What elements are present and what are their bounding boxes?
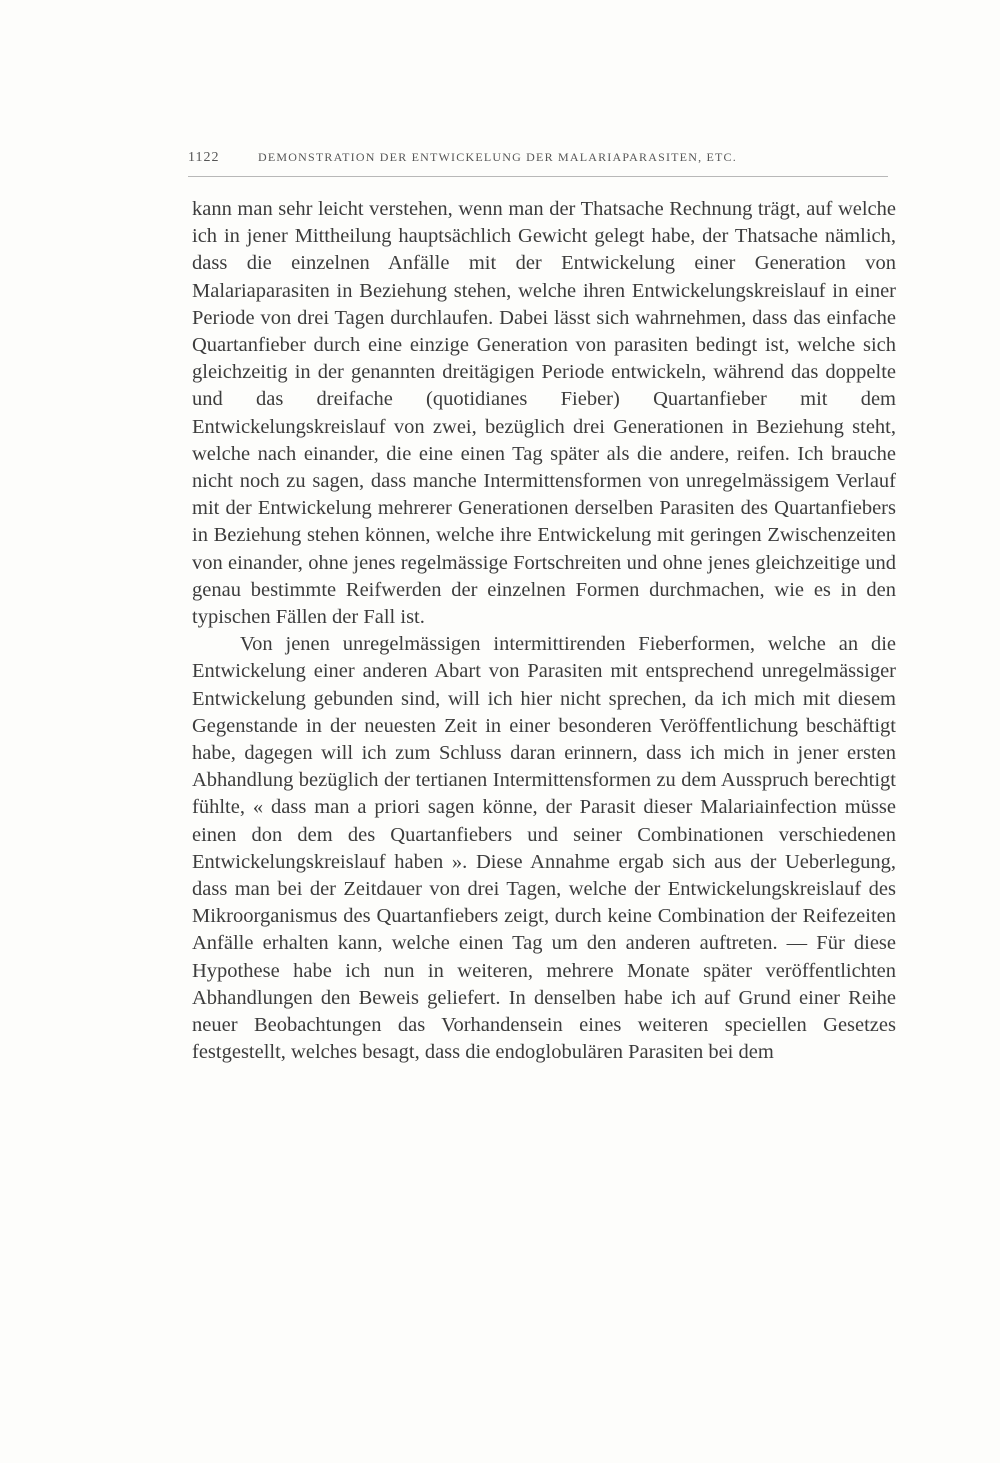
paragraph-continued: kann man sehr leicht verstehen, wenn man der Thatsache Rechnung trägt, auf welche ich in jener Mittheilung hauptsächlich Gewicht gelegt habe, der Thatsache nämlich, dass die einzelnen Anfälle mit der Entwickelung einer Generation von Malariaparasiten in Beziehung stehen, welche ihren Entwickelungskreislauf in einer Periode von drei Tagen durchlaufen. Dabei lässt sich wahrnehmen, dass das einfache Quartanfieber durch eine einzige Generation von parasiten bedingt ist, welche sich gleichzeitig in der genannten dreitägigen Periode entwickeln, während das doppelte und das dreifache (quotidianes Fieber) Quartanfieber mit dem Entwickelungskreislauf von zwei, bezüglich drei Generationen in Beziehung steht, welche nach einander, die eine einen Tag später als die andere, reifen. Ich brauche nicht noch zu sagen, dass manche Intermittensformen von unregelmässigem Verlauf mit der Entwickelung mehrerer Generationen derselben Parasiten des Quartanfiebers in Beziehung stehen können, welche ihre Entwickelung mit geringen Zwischenzeiten von einander, ohne jenes regelmässige Fortschreiten und ohne jenes gleichzeitige und genau bestimmte Reifwerden der einzelnen Formen durchmachen, wie es in den typischen Fällen der Fall ist. xyxy=(192,198,896,629)
paragraph: Von jenen unregelmässigen intermittirenden Fieberformen, welche an die Entwickelung einer anderen Abart von Parasiten mit entsprechend unregelmässiger Entwickelung gebunden sind, will ich hier nicht sprechen, da ich mich mit diesem Gegenstande in der neuesten Zeit in einer besonderen Veröffentlichung beschäftigt habe, dagegen will ich zum Schluss daran erinnern, dass ich mich in jener ersten Abhandlung bezüglich der tertianen Intermittensformen zu dem Ausspruch berechtigt fühlte, « dass man a priori sagen könne, der Parasit dieser Malariainfection müsse einen don dem des Quartanfiebers und seiner Combinationen verschiedenen Entwickelungskreislauf haben ». Diese Annahme ergab sich aus der Ueberlegung, dass man bei der Zeitdauer von drei Tagen, welche der Entwickelungskreislauf des Mikroorganismus des Quartanfiebers zeigt, durch keine Combination der Reifezeiten Anfälle erhalten kann, welche einen Tag um den anderen auftreten. — Für diese Hypothese habe ich nun in weiteren, mehrere Monate später veröffentlichten Abhandlungen den Beweis geliefert. In denselben habe ich auf Grund einer Reihe neuer Beobachtungen das Vorhandensein eines weiteren speciellen Gesetzes festgestellt, welches besagt, dass die endoglobulären Parasiten bei dem xyxy=(192,633,896,1064)
running-title: DEMONSTRATION DER ENTWICKELUNG DER MALARIAPARASITEN, ETC. xyxy=(258,150,737,164)
running-head xyxy=(188,150,888,174)
header-rule xyxy=(188,176,888,177)
page-number: 1122 xyxy=(188,150,220,165)
body-text xyxy=(192,196,896,1067)
